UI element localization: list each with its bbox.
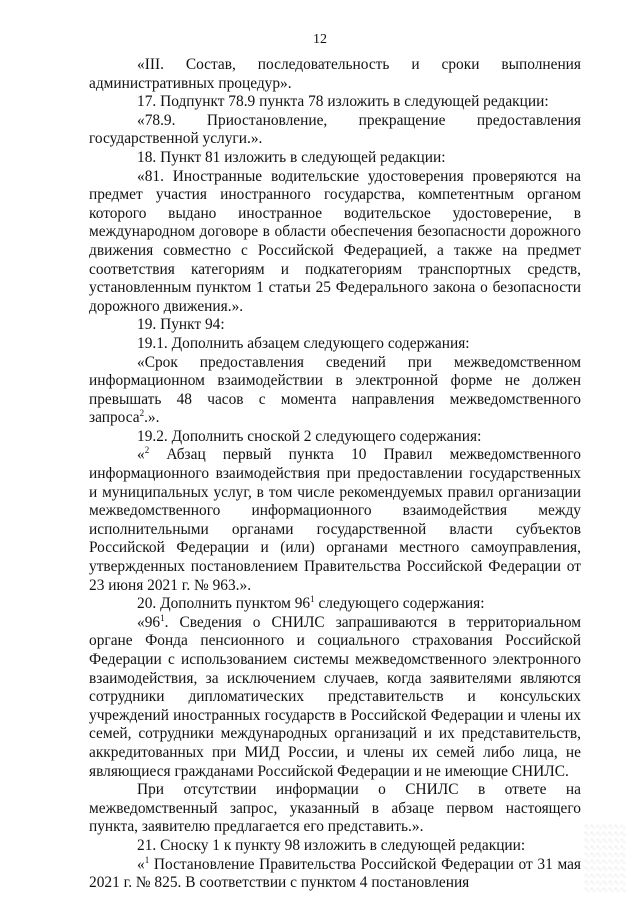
paragraph: «III. Состав, последовательность и сроки выполнения административных процедур». <box>89 56 581 92</box>
paragraph: «78.9. Приостановление, прекращение предоставления государственной услуги.». <box>89 111 581 148</box>
footnote-marker: 1 <box>310 594 315 605</box>
paragraph: При отсутствии информации о СНИЛС в ответе на межведомственный запрос, указанный в абзаце первом настоящего пункта, заявителю предлагается его представить.». <box>89 781 581 836</box>
paragraph: «81. Иностранные водительские удостоверения проверяются на предмет участия иностранного государства, компетентным органом которого выдано иностранное водительское удостоверение, в международном договоре в области обеспечения безопасности дорожного движения совместно с Российской Федерацией, а также на предмет соответствия категориям и подкатегориям транспортных средств, установленным пунктом 1 статьи 25 Федерального закона о безопасности дорожного движения.». <box>89 167 581 315</box>
paragraph: 17. Подпункт 78.9 пункта 78 изложить в следующей редакции: <box>137 93 549 111</box>
paragraph: «$^2$ Абзац первый пункта 10 Правил межведомственного информационного взаимодействия при предоставлении государственных и муниципальных услуг, в том числе рекомендуемых правил организации межведомственного информационного взаимодействия между исполнительными органами государственной власти субъектов Российской Федерации и (или) органами местного самоуправления, утвержденных постановлением Правительства Российской Федерации от 23 июня 2021 г. № 963.». <box>89 445 581 594</box>
document-body <box>89 56 581 893</box>
paragraph: «Срок предоставления сведений при межведомственном информационном взаимодействии в электронной форме не должен превышать 48 часов с момента направления межведомственного запроса$^2$.». <box>89 353 581 427</box>
paragraph: 19. Пункт 94: <box>137 316 225 334</box>
footnote-marker: 1 <box>160 612 165 623</box>
scan-artifact <box>584 823 626 893</box>
paragraph: 19.2. Дополнить сноской 2 следующего содержания: <box>137 427 482 445</box>
paragraph: «$96^1$. Сведения о СНИЛС запрашиваются в территориальном органе Фонда пенсионного и социального страхования Российской Федерации с использованием системы межведомственного электронного взаимодействия, за исключением случаев, когда заявителями являются сотрудники дипломатических представительств и консульских учреждений иностранных государств в Российской Федерации и члены их семей, сотрудники международных организаций и их представительств, аккредитованных при МИД России, и члены их семей либо лица, не являющиеся гражданами Российской Федерации и не имеющие СНИЛС. <box>89 612 581 780</box>
paragraph: 18. Пункт 81 изложить в следующей редакции: <box>137 148 446 166</box>
paragraph: 20. Дополнить пунктом $96^1$ следующего содержания: <box>137 594 485 613</box>
paragraph: 19.1. Дополнить абзацем следующего содержания: <box>137 334 470 352</box>
footnote-marker: 2 <box>144 445 150 456</box>
page-number: 12 <box>313 32 327 47</box>
paragraph: «$^1$ Постановление Правительства Российской Федерации от 31 мая 2021 г. № 825. В соответствии с пунктом 4 постановления <box>89 854 581 892</box>
paragraph: 21. Сноску 1 к пункту 98 изложить в следующей редакции: <box>137 836 526 854</box>
footnote-marker: 2 <box>139 408 145 419</box>
footnote-marker: 1 <box>144 854 150 865</box>
